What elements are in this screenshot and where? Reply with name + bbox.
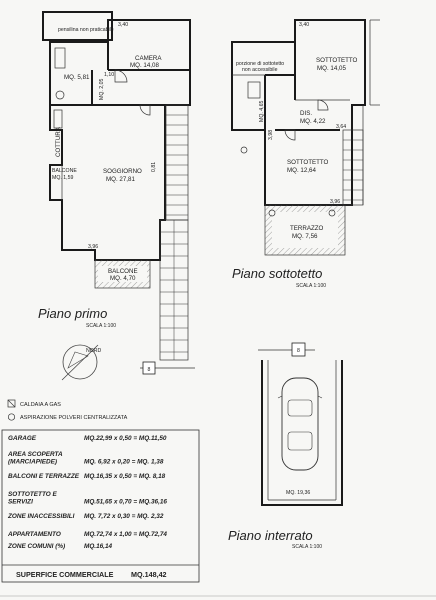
aspirazione-symbol xyxy=(8,414,14,420)
shower-fixture xyxy=(248,82,260,98)
scale-piano-interrato: SCALA 1:100 xyxy=(292,544,323,550)
table-row-label: SERVIZI xyxy=(8,498,33,506)
area-table xyxy=(2,430,199,582)
label-porzione: porzione di sottotetto xyxy=(236,61,285,67)
total-label: SUPERFICE COMMERCIALE xyxy=(16,570,114,579)
label-balcone-bottom: BALCONE xyxy=(108,268,138,275)
table-row-label: AREA SCOPERTA xyxy=(8,451,63,458)
primo-outer-wall xyxy=(50,20,190,260)
table-row-label: BALCONI E TERRAZZE xyxy=(8,473,80,480)
pensilina-wall xyxy=(43,12,112,40)
compass-label: NORD xyxy=(86,348,102,354)
legend xyxy=(8,345,128,421)
area-soggiorno: MQ. 27,81 xyxy=(106,176,135,183)
table-row-label: SOTTOTETTO E xyxy=(8,491,57,498)
door-swing xyxy=(318,100,328,110)
table-row-label: ZONE INACCESSIBILI xyxy=(8,513,75,520)
area-bagno: MQ. 5,81 xyxy=(64,74,90,81)
label-sottotetto-1: SOTTOTETTO xyxy=(316,57,358,64)
door-swing xyxy=(115,70,127,82)
table-row-value: MQ. 7,72 x 0,30 = MQ. 2,32 xyxy=(84,513,164,520)
dim-label: 3,98 xyxy=(268,129,274,140)
plan-piano-primo xyxy=(38,12,195,374)
stairs-primo xyxy=(166,105,188,220)
sottotetto-outer-wall xyxy=(232,20,365,205)
dim-label: 0,81 xyxy=(151,161,157,172)
label-terrazzo: TERRAZZO xyxy=(290,225,324,232)
plan-piano-sottotetto xyxy=(232,20,380,289)
area-camera: MQ. 14,08 xyxy=(130,62,159,69)
legend-aspirazione: ASPIRAZIONE POLVERI CENTRALIZZATA xyxy=(20,415,128,421)
table-row-value: MQ.72,74 x 1,00 = MQ.72,74 xyxy=(84,531,167,538)
table-row-value: MQ.51,65 x 0,70 = MQ.36,16 xyxy=(84,498,167,506)
area-garage: MQ. 19,36 xyxy=(286,490,311,496)
area-terrazzo: MQ. 7,56 xyxy=(292,233,318,240)
door-swing xyxy=(285,130,295,140)
table-row-value: MQ.16,35 x 0,50 = MQ. 8,18 xyxy=(84,473,166,480)
area-sottotetto-1: MQ. 14,05 xyxy=(317,65,346,72)
table-row-label: APPARTAMENTO xyxy=(8,531,61,538)
garage-walls xyxy=(262,360,342,505)
door-swing xyxy=(140,105,150,115)
table-row-label: GARAGE xyxy=(8,435,37,442)
area-table-rows xyxy=(7,435,167,550)
stairs-external xyxy=(160,220,188,360)
title-piano-interrato: Piano interrato xyxy=(228,528,313,543)
label-porzione-2: non accessibile xyxy=(242,67,278,73)
label-cottura: COTTURA xyxy=(55,127,62,157)
table-row-value: MQ.16,14 xyxy=(84,543,113,550)
car-icon xyxy=(278,378,322,470)
label-pensilina: pensilina non praticabile xyxy=(58,27,114,33)
shower-fixture xyxy=(55,48,65,68)
area-bagno-sottotetto: MQ. 4,65 xyxy=(259,100,265,122)
table-row-value: MQ.22,99 x 0,50 = MQ.11,50 xyxy=(84,435,167,442)
dim-label: 1,10 xyxy=(104,72,115,78)
table-row-value: MQ. 6,92 x 0,20 = MQ. 1,38 xyxy=(84,458,164,466)
title-piano-sottotetto: Piano sottotetto xyxy=(232,266,323,281)
label-camera: CAMERA xyxy=(135,55,162,62)
dim-label: 3,96 xyxy=(88,244,99,250)
kitchen-counter xyxy=(54,110,62,128)
total-value: MQ.148,42 xyxy=(131,570,167,579)
area-balcone-bottom: MQ. 4,70 xyxy=(110,275,136,282)
scale-piano-primo: SCALA 1:100 xyxy=(86,323,117,329)
label-soggiorno: SOGGIORNO xyxy=(103,168,142,175)
label-sottotetto-2: SOTTOTETTO xyxy=(287,159,329,166)
area-sottotetto-2: MQ. 12,64 xyxy=(287,167,316,174)
title-piano-primo: Piano primo xyxy=(38,306,108,321)
area-balcone-left: MQ. 1,59 xyxy=(52,175,74,181)
plan-piano-interrato xyxy=(228,343,342,550)
legend-caldaia: CALDAIA A GAS xyxy=(20,402,61,408)
label-balcone-left: BALCONE xyxy=(52,168,77,174)
scale-piano-sottotetto: SCALA 1:100 xyxy=(296,283,327,289)
toilet-fixture xyxy=(241,147,247,153)
label-dis: DIS. xyxy=(300,110,313,117)
area-dis: MQ. 4,22 xyxy=(300,118,326,125)
section-marker-label: 8 xyxy=(297,348,300,354)
dim-label: 3,96 xyxy=(330,199,341,205)
table-row-label: ZONE COMUNI (%) xyxy=(8,543,66,550)
area-dis: MQ. 2,05 xyxy=(99,78,105,100)
compass-icon xyxy=(62,345,102,380)
table-row-label: (MARCIAPIEDE) xyxy=(8,458,57,466)
section-marker-label: 8 xyxy=(147,367,151,373)
toilet-fixture xyxy=(56,91,64,99)
dim-label: 3,64 xyxy=(336,124,347,130)
dim-label: 3,40 xyxy=(299,22,310,28)
dim-label: 3,40 xyxy=(118,22,129,28)
